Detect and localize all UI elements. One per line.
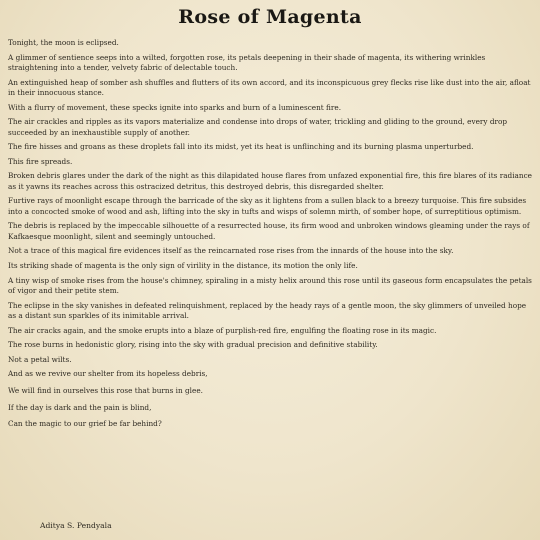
verse-line: And as we revive our shelter from its hopeless debris, xyxy=(8,369,208,379)
poem-paragraph: Furtive rays of moonlight escape through the barricade of the sky as it lightens from a sullen black to a breezy turquoise. This fire subsides into a concocted smoke of wood and ash, lifting into the sky in tufts and wisps of solemn mirth, of somber hope, of surreptitious optimism. xyxy=(8,196,527,216)
poem-paragraph: The debris is replaced by the impeccable silhouette of a resurrected house, its firm wood and unbroken windows gleaming under the rays of Kafkaesque moonlight, silent and seemingly untouched. xyxy=(8,221,530,241)
poem-paragraph: The eclipse in the sky vanishes in defeated relinquishment, replaced by the heady rays of a gentle moon, the sky glimmers of unveiled hope as a distant sun sparkles of its inimitable arrival. xyxy=(8,300,527,320)
poem-paragraph: The air crackles and ripples as its vapors materialize and condense into drops of water, trickling and gliding to the ground, every drop succeeded by an inexhaustible supply of another. xyxy=(8,117,508,137)
poem-paragraph: A tiny wisp of smoke rises from the house's chimney, spiraling in a misty helix around this rose until its gaseous form encapsulates the petals of vigor and their petite stem. xyxy=(8,275,532,295)
closing-verse xyxy=(8,369,532,429)
poem-paragraph: The air cracks again, and the smoke erupts into a blaze of purplish-red fire, engulfing the floating rose in its magic. xyxy=(8,325,437,335)
poem-paragraph: An extinguished heap of somber ash shuffles and flutters of its own accord, and its inconspicuous grey flecks rise like dust into the air, afloat in their innocuous stance. xyxy=(8,77,531,97)
poem-paragraph: The fire hisses and groans as these droplets fall into its midst, yet its heat is unflinching and its burning plasma unperturbed. xyxy=(8,142,474,152)
poem-title: Rose of Magenta xyxy=(178,6,362,28)
poem-paragraph: A glimmer of sentience seeps into a wilted, forgotten rose, its petals deepening in their shade of magenta, its withering wrinkles straightening into a tender, velvety fabric of delectable touch. xyxy=(8,52,486,72)
poem-paragraph: Its striking shade of magenta is the only sign of virility in the distance, its motion the only life. xyxy=(8,260,358,270)
poem-paragraph: Not a petal wilts. xyxy=(8,354,72,364)
poem-paragraph: Not a trace of this magical fire evidences itself as the reincarnated rose rises from the innards of the house into the sky. xyxy=(8,246,454,256)
author-signature: Aditya S. Pendyala xyxy=(40,521,112,530)
poem-paragraph: Tonight, the moon is eclipsed. xyxy=(8,38,119,47)
poem-body xyxy=(8,38,532,436)
verse-line: If the day is dark and the pain is blind, xyxy=(8,402,152,412)
poem-paragraph: This fire spreads. xyxy=(8,156,73,166)
poem-paragraph: With a flurry of movement, these specks ignite into sparks and burn of a luminescent fire. xyxy=(8,102,342,112)
poem-paragraph: Broken debris glares under the dark of the night as this dilapidated house flares from unfazed exponential fire, this fire blares of its radiance as it yawns its reaches across this ostracized detritus, this destroyed debris, this disregarded shelter. xyxy=(8,171,533,191)
verse-line: Can the magic to our grief be far behind? xyxy=(8,419,162,429)
poem-paragraph: The rose burns in hedonistic glory, rising into the sky with gradual precision and definitive stability. xyxy=(8,340,378,350)
verse-line: We will find in ourselves this rose that burns in glee. xyxy=(8,385,203,395)
